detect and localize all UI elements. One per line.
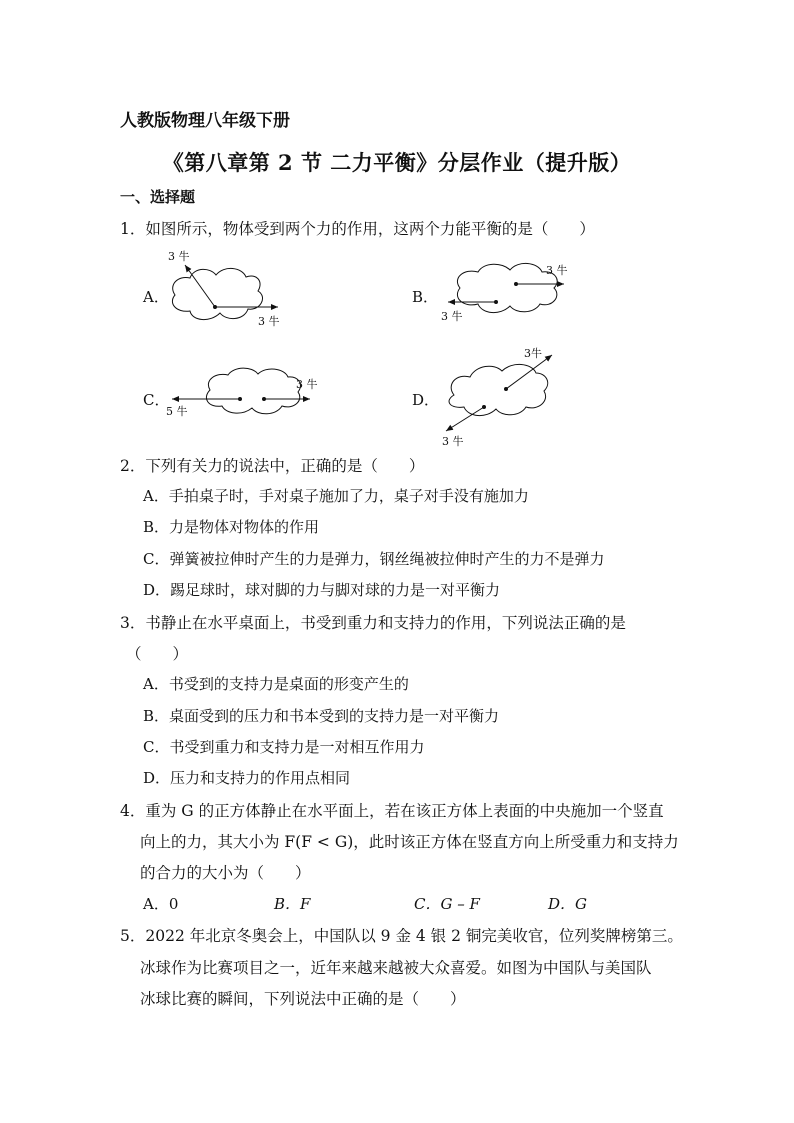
q1-b-force-label-1: 3 牛 — [546, 264, 568, 277]
q1-d-force-label-2: 3 牛 — [442, 435, 464, 448]
q1-figure-d — [436, 343, 566, 453]
q1-d-force-label-1: 3牛 — [524, 347, 542, 360]
question-1-stem: 1．如图所示，物体受到两个力的作用，这两个力能平衡的是（ ） — [120, 220, 595, 238]
question-5-line-3: 冰球比赛的瞬间，下列说法中正确的是（ ） — [140, 990, 466, 1008]
q1-b-force-label-2: 3 牛 — [441, 310, 463, 323]
section-heading: 一、选择题 — [120, 188, 196, 206]
q1-option-d-label[interactable]: D． — [412, 391, 440, 409]
q1-option-c-label[interactable]: C． — [143, 391, 170, 409]
question-4-line-1: 4．重为 G 的正方体静止在水平面上，若在该正方体上表面的中央施加一个竖直 — [120, 802, 664, 820]
page-title: 《第八章第 2 节 二力平衡》分层作业（提升版） — [162, 150, 632, 175]
q2-option-b[interactable]: B．力是物体对物体的作用 — [143, 518, 320, 536]
q1-a-force-label-2: 3 牛 — [258, 315, 280, 328]
question-4-line-2: 向上的力，其大小为 F(F < G)，此时该正方体在竖直方向上所受重力和支持力 — [140, 833, 679, 851]
q1-option-b-label[interactable]: B． — [412, 288, 439, 306]
q1-figure-b — [438, 258, 578, 328]
q3-option-b[interactable]: B．桌面受到的压力和书本受到的支持力是一对平衡力 — [143, 707, 500, 725]
q4-option-d[interactable]: D．G — [548, 895, 588, 913]
q1-c-force-label-1: 3 牛 — [296, 378, 318, 391]
q3-option-a[interactable]: A．书受到的支持力是桌面的形变产生的 — [143, 675, 409, 693]
question-3-stem-cont: （ ） — [126, 645, 189, 663]
q2-option-d[interactable]: D．踢足球时，球对脚的力与脚对球的力是一对平衡力 — [143, 581, 501, 599]
q3-option-d[interactable]: D．压力和支持力的作用点相同 — [143, 769, 351, 787]
q3-option-c[interactable]: C．书受到重力和支持力是一对相互作用力 — [143, 738, 425, 756]
q2-option-c[interactable]: C．弹簧被拉伸时产生的力是弹力，钢丝绳被拉伸时产生的力不是弹力 — [143, 550, 605, 568]
question-2-stem: 2．下列有关力的说法中，正确的是（ ） — [120, 457, 425, 475]
q4-option-b[interactable]: B．F — [274, 895, 311, 913]
question-5-line-1: 5．2022 年北京冬奥会上，中国队以 9 金 4 银 2 铜完美收官，位列奖牌榜第三。 — [120, 927, 683, 945]
q1-figure-c — [160, 362, 325, 422]
book-subtitle: 人教版物理八年级下册 — [120, 111, 290, 131]
q1-a-force-label-1: 3 牛 — [168, 250, 190, 263]
q1-option-a-label[interactable]: A． — [143, 288, 169, 306]
q1-figure-a — [160, 245, 300, 335]
q2-option-a[interactable]: A．手拍桌子时，手对桌子施加了力，桌子对手没有施加力 — [143, 487, 529, 505]
q4-option-a[interactable]: A．0 — [143, 895, 179, 913]
question-4-line-3: 的合力的大小为（ ） — [140, 864, 311, 882]
question-3-stem: 3．书静止在水平桌面上，书受到重力和支持力的作用，下列说法正确的是 — [120, 614, 626, 632]
q4-option-c[interactable]: C．G – F — [414, 895, 480, 913]
q1-c-force-label-2: 5 牛 — [166, 405, 188, 418]
question-5-line-2: 冰球作为比赛项目之一，近年来越来越被大众喜爱。如图为中国队与美国队 — [140, 959, 652, 977]
